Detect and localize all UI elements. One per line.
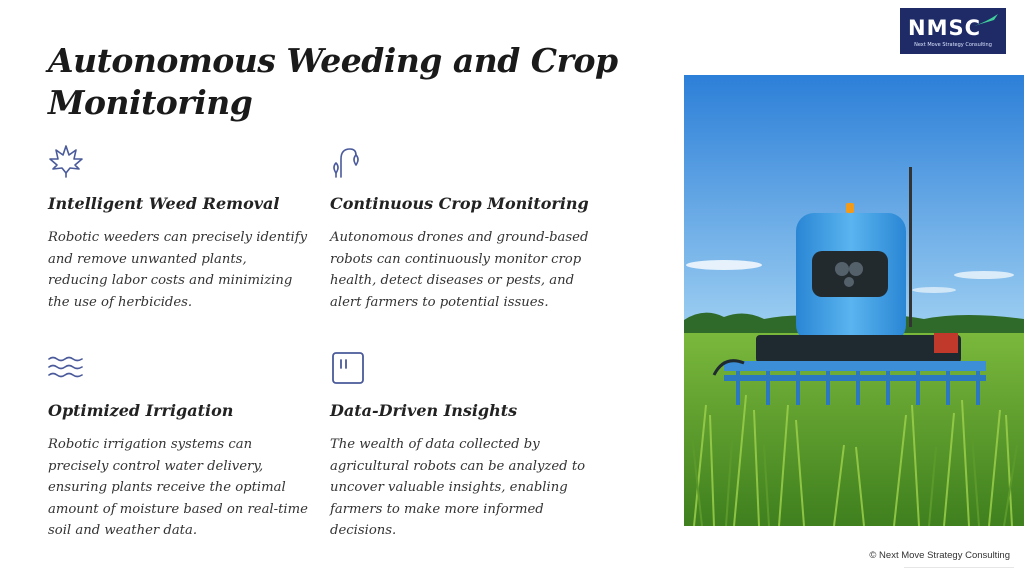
sprout-icon (330, 143, 366, 179)
feature-irrigation (48, 350, 310, 542)
company-logo (900, 8, 1006, 54)
footer-divider (904, 567, 1014, 568)
feature-heading: Intelligent Weed Removal (48, 194, 280, 213)
feature-insights (330, 350, 592, 542)
feature-body: Robotic weeders can precisely identify and remove unwanted plants, reducing labor costs and minimizing the use of herbicides. (48, 230, 308, 310)
feature-body: The wealth of data collected by agricultural robots can be analyzed to uncover valuable insights, enabling farmers to make more informed decisions. (330, 437, 586, 538)
feature-heading: Continuous Crop Monitoring (330, 194, 589, 213)
feature-heading: Data-Driven Insights (330, 401, 518, 420)
feature-crop-monitoring (330, 143, 592, 313)
feature-heading: Optimized Irrigation (48, 401, 234, 420)
feature-body: Autonomous drones and ground-based robots can continuously monitor crop health, detect diseases or pests, and alert farmers to potential issues. (330, 230, 589, 310)
feature-weed-removal (48, 143, 310, 313)
feature-body: Robotic irrigation systems can precisely control water delivery, ensuring plants receive the optimal amount of moisture based on real-time soil and weather data. (48, 437, 308, 538)
logo-swoosh-icon (972, 12, 1000, 28)
leaf-icon (48, 143, 84, 179)
waves-icon (48, 350, 84, 386)
pause-square-icon (330, 350, 366, 386)
robot-field-photo (684, 75, 1024, 526)
logo-subtitle: Next Move Strategy Consulting (914, 42, 992, 48)
footer-copyright: © Next Move Strategy Consulting (869, 550, 1010, 561)
page-title: Autonomous Weeding and Crop Monitoring (48, 41, 618, 122)
logo-mark: NMSC (908, 16, 982, 40)
